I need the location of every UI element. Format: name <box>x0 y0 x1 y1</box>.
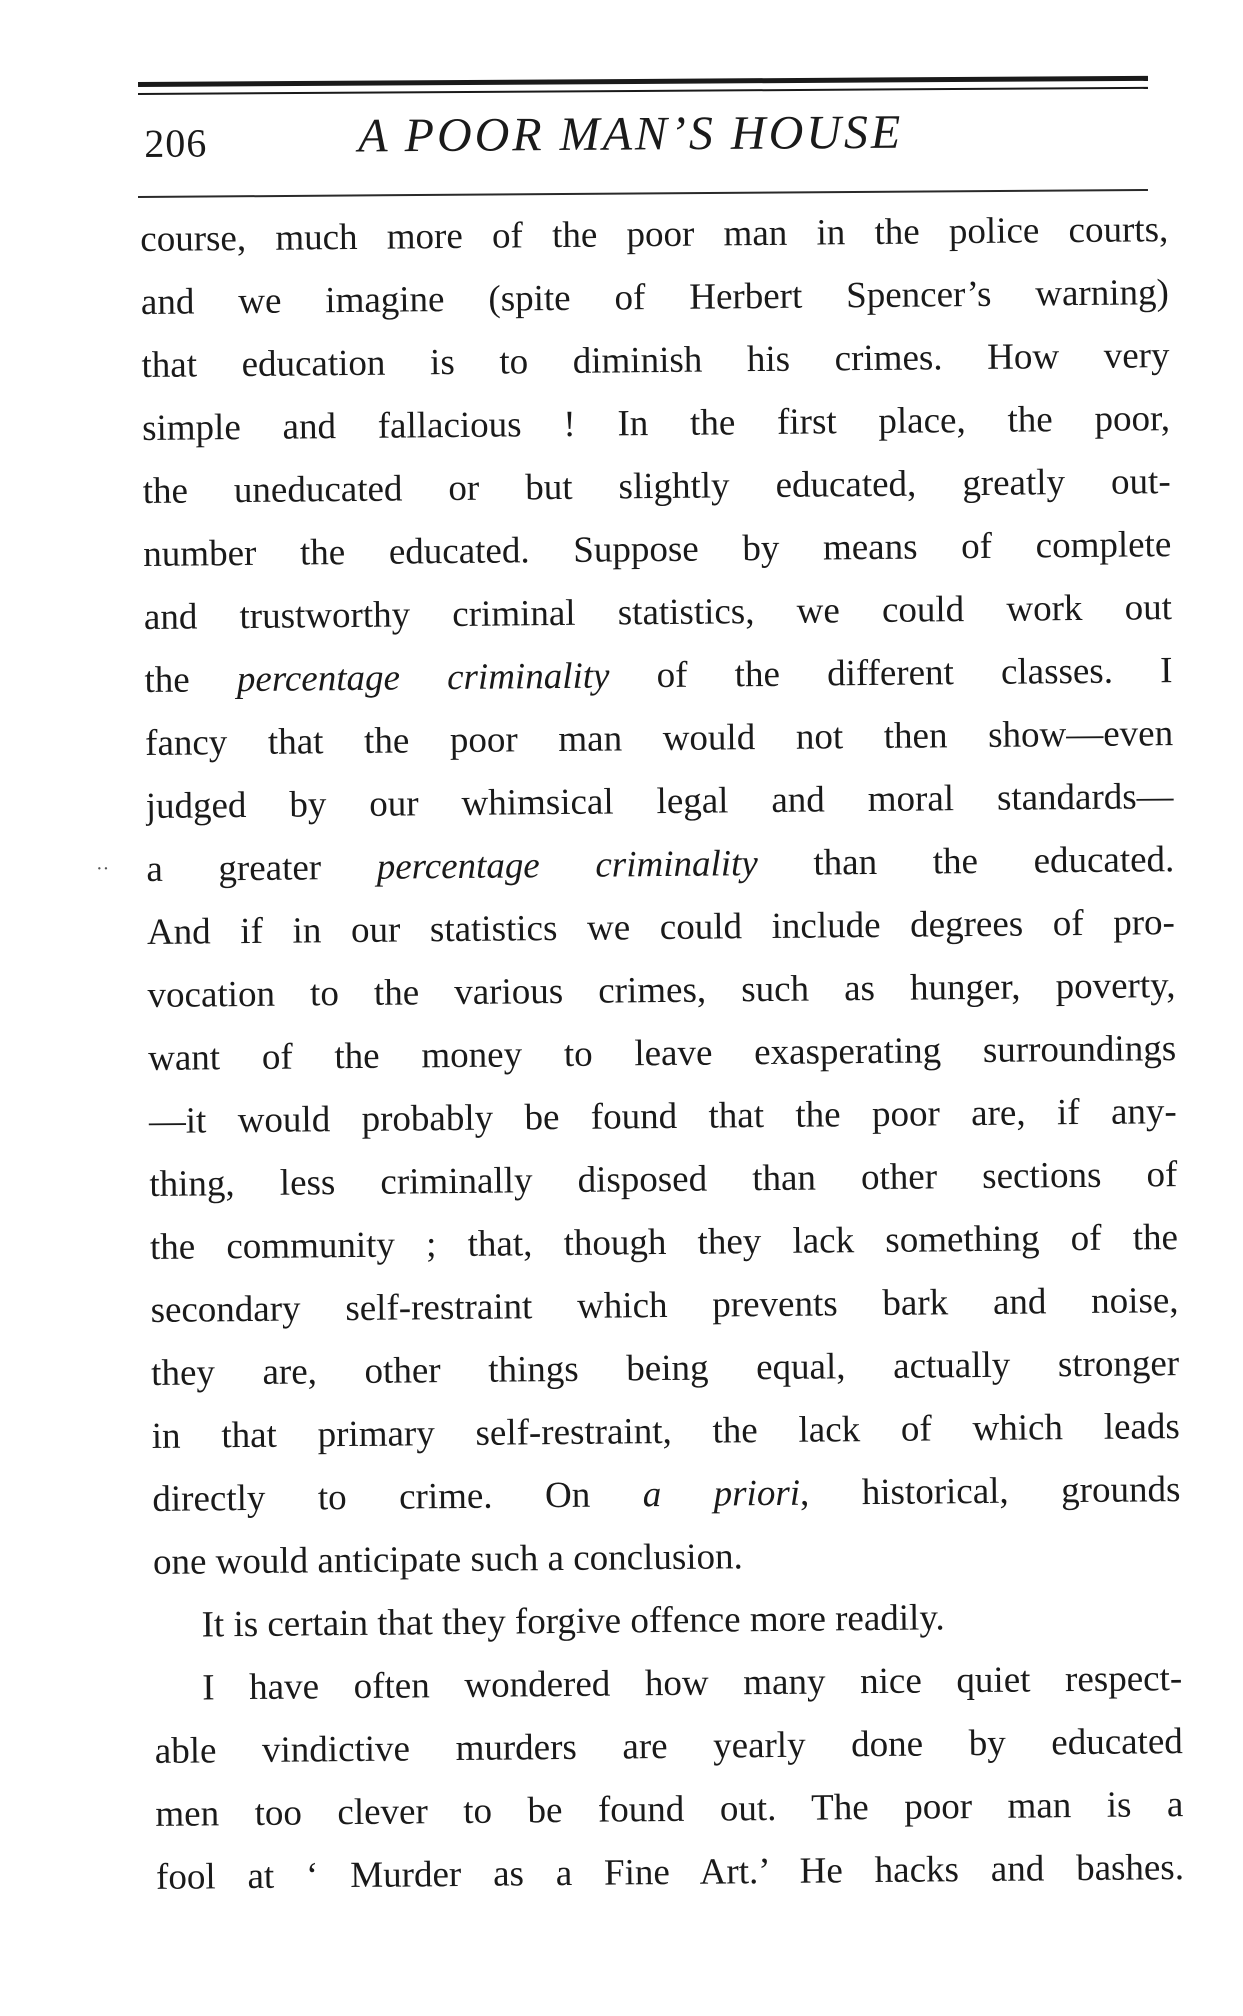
text-line: —it would probably be found that the poor are, if any- <box>148 1091 1177 1142</box>
text-line: fancy that the poor man would not then show—even <box>144 713 1174 764</box>
running-title: A POOR MAN’S HOUSE <box>358 105 904 163</box>
text-line: one would anticipate such a conclusion. <box>152 1536 743 1583</box>
text-line: It is certain that they forgive offence more readily. <box>201 1597 945 1646</box>
text-line: vocation to the various crimes, such as hunger, poverty, <box>147 965 1176 1016</box>
text-line: secondary self-restraint which prevents bark and noise, <box>150 1280 1179 1331</box>
text-line: and trustworthy criminal statistics, we could work out <box>143 587 1173 638</box>
text-line: the community ; that, though they lack something of the <box>149 1217 1179 1268</box>
text-line: the uneducated or but slightly educated, greatly out- <box>142 461 1171 512</box>
body-text <box>140 198 1184 1909</box>
text-line: course, much more of the poor man in the police courts, <box>140 209 1169 260</box>
text-line: thing, less criminally disposed than other sections of <box>149 1154 1178 1205</box>
page-header <box>138 101 1148 178</box>
margin-mark: ·· <box>96 858 110 880</box>
text-line: and we imagine (spite of Herbert Spencer’s warning) <box>140 272 1170 323</box>
text-line: a greater percentage criminality than the educated. <box>146 839 1175 890</box>
text-line: want of the money to leave exasperating surroundings <box>147 1028 1177 1079</box>
text-line: that education is to diminish his crimes. How very <box>141 335 1170 386</box>
text-line: simple and fallacious ! In the first place, the poor, <box>141 398 1171 449</box>
text-line: I have often wondered how many nice quiet respect- <box>202 1658 1183 1709</box>
text-line: in that primary self-restraint, the lack of which leads <box>151 1406 1180 1457</box>
text-line: number the educated. Suppose by means of complete <box>143 524 1172 575</box>
page-number: 206 <box>144 120 208 166</box>
text-line: directly to crime. On a priori, historical, grounds <box>152 1469 1181 1520</box>
header-rule-thin <box>138 87 1148 95</box>
text-line: the percentage criminality of the different classes. I <box>144 650 1173 701</box>
text-line: fool at ‘ Murder as a Fine Art.’ He hacks and bashes. <box>155 1847 1185 1898</box>
text-line: men too clever to be found out. The poor man is a <box>155 1784 1184 1835</box>
text-line: judged by our whimsical legal and moral standards— <box>145 776 1174 827</box>
text-line: they are, other things being equal, actually stronger <box>150 1343 1180 1394</box>
header-underline <box>138 189 1148 198</box>
text-line: able vindictive murders are yearly done by educated <box>154 1721 1183 1772</box>
text-line: And if in our statistics we could include degrees of pro- <box>146 902 1176 953</box>
header-rule-thick <box>138 76 1148 87</box>
